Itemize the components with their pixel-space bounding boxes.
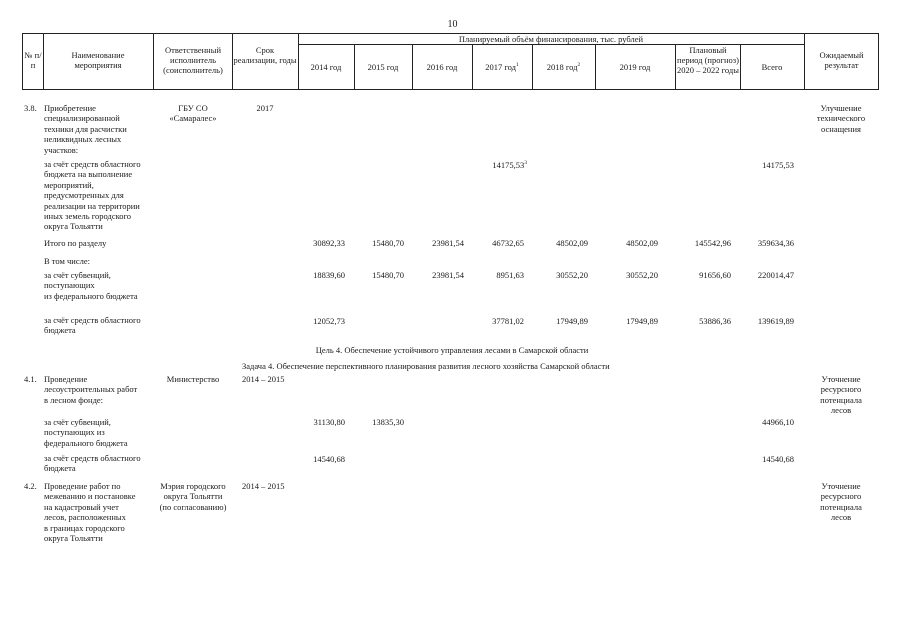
col-divider (675, 44, 676, 90)
value-2016: 23981,54 (432, 238, 464, 248)
row-responsible: Мэрия городского округа Тольятти (по согласованию) (159, 481, 227, 512)
value-2017: 14175,53$^3$ (492, 160, 527, 170)
col-divider (878, 33, 879, 90)
value-2016: 23981,54 (432, 270, 464, 280)
header-bottom-border (22, 89, 879, 90)
value-2019: 30552,20 (626, 270, 658, 280)
row-name: за счёт субвенций, поступающих из федерального бюджета (44, 270, 138, 301)
header-2019: 2019 год (619, 62, 651, 72)
header-2015: 2015 год (367, 62, 399, 72)
row-result: Улучшение технического оснащения (816, 103, 866, 134)
value-total: 359634,36 (757, 238, 794, 248)
row-name: В том числе: (44, 256, 90, 266)
value-total: 220014,47 (757, 270, 794, 280)
row-name: Проведение работ по межеванию и постановке на кадастровый учет лесов, расположенных в границах городского округа Тольятти (44, 481, 136, 544)
value-2015: 15480,70 (372, 270, 404, 280)
value-total: 44966,10 (762, 417, 794, 427)
row-responsible: Министерство (166, 374, 220, 384)
row-name: Приобретение специализированной техники для расчистки неликвидных лесных участков: (44, 103, 127, 155)
row-term: 2014 – 2015 (242, 481, 285, 491)
goal-heading: Цель 4. Обеспечение устойчивого управления лесами в Самарской области (315, 345, 589, 355)
row-result: Уточнение ресурсного потенциала лесов (820, 481, 862, 523)
value-2018: 48502,09 (556, 238, 588, 248)
value-2015: 13835,30 (372, 417, 404, 427)
value-2018: 30552,20 (556, 270, 588, 280)
value-2019: 48502,09 (626, 238, 658, 248)
value-2015: 15480,70 (372, 238, 404, 248)
header-total: Всего (761, 62, 783, 72)
row-name: за счёт субвенций, поступающих из федерального бюджета (44, 417, 128, 448)
value-planned: 53886,36 (699, 316, 731, 326)
value-2017: 46732,65 (492, 238, 524, 248)
header-2018: 2018 год$^2$ (546, 62, 581, 72)
value-2017: 37781,02 (492, 316, 524, 326)
header-2017: 2017 год$^1$ (485, 62, 519, 72)
value-planned: 91656,60 (699, 270, 731, 280)
row-name: Проведение лесоустроительных работ в лесном фонде: (44, 374, 138, 405)
col-divider (153, 33, 154, 90)
row-term: 2014 – 2015 (242, 374, 285, 384)
page-number: 10 (447, 19, 458, 30)
header-result: Ожидаемый результат (819, 50, 864, 70)
row-number: 4.2. (24, 481, 37, 491)
col-divider (43, 33, 44, 90)
value-total: 139619,89 (757, 316, 794, 326)
value-2014: 14540,68 (313, 454, 345, 464)
task-heading: Задача 4. Обеспечение перспективного планирования развития лесного хозяйства Самарской области (242, 361, 610, 371)
header-2014: 2014 год (310, 62, 342, 72)
value-total: 14540,68 (762, 454, 794, 464)
row-name: за счёт средств областного бюджета (44, 315, 141, 336)
row-name: Итого по разделу (44, 238, 107, 248)
header-funding: Планируемый объём финансирования, тыс. рублей (458, 34, 644, 44)
header-name: Наименование мероприятия (71, 50, 125, 70)
row-result: Уточнение ресурсного потенциала лесов (820, 374, 862, 416)
row-name: за счёт средств областного бюджета (44, 453, 141, 474)
value-2018: 17949,89 (556, 316, 588, 326)
value-planned: 145542,96 (694, 238, 731, 248)
header-planned: Плановый период (прогноз) 2020 – 2022 годы (677, 45, 739, 75)
row-name: за счёт средств областного бюджета на выполнение мероприятий, предусмотренных для реализации на территории иных земель городского округа Тольятти (44, 159, 141, 232)
value-2017: 8951,63 (496, 270, 524, 280)
row-number: 3.8. (24, 103, 37, 113)
header-term: Срок реализации, годы (233, 45, 297, 65)
value-2014: 18839,60 (313, 270, 345, 280)
row-term: 2017 (256, 103, 274, 113)
header-num: № п/п (24, 50, 42, 70)
value-2014: 31130,80 (313, 417, 345, 427)
value-2014: 30892,33 (313, 238, 345, 248)
value-total: 14175,53 (762, 160, 794, 170)
row-responsible: ГБУ СО «Самаралес» (169, 103, 217, 124)
value-2014: 12052,73 (313, 316, 345, 326)
header-responsible: Ответственный исполнитель (соисполнитель) (163, 45, 223, 75)
value-2019: 17949,89 (626, 316, 658, 326)
header-2016: 2016 год (426, 62, 458, 72)
row-number: 4.1. (24, 374, 37, 384)
